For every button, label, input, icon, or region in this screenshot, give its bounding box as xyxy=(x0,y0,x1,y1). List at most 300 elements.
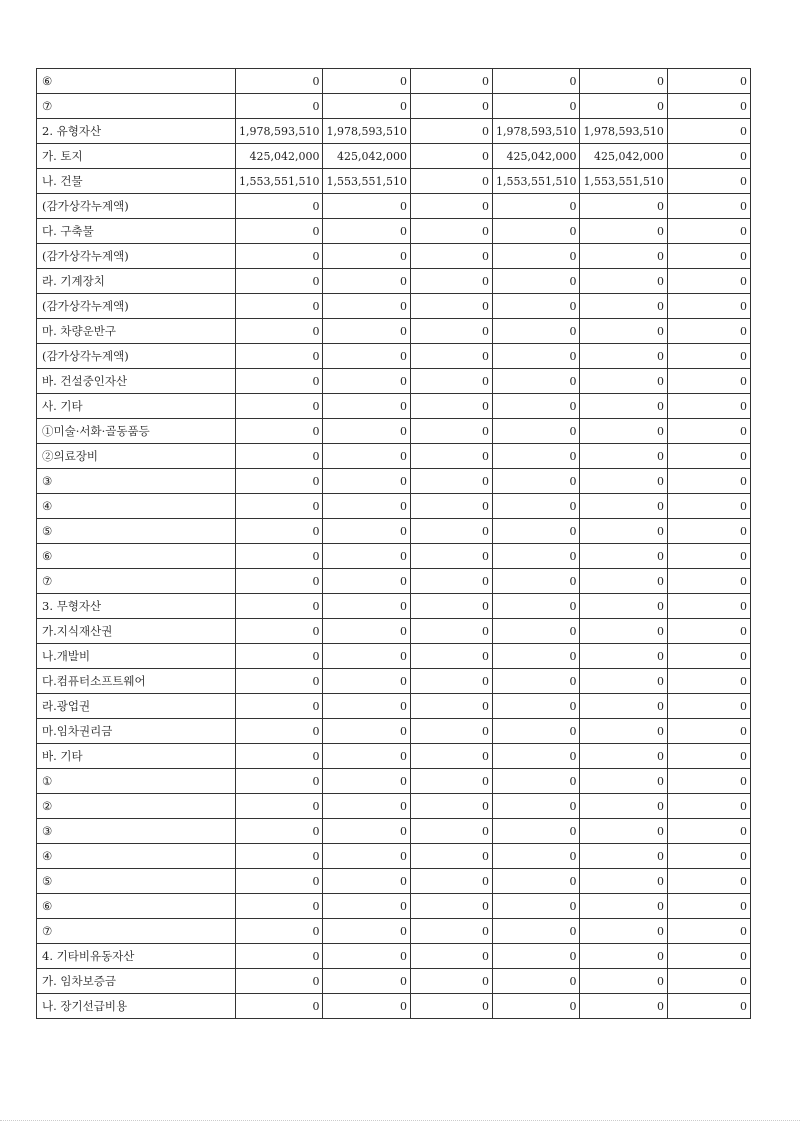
table-row xyxy=(37,494,751,519)
amount-cell: 0 xyxy=(323,494,410,519)
amount-cell: 0 xyxy=(492,844,579,869)
amount-cell: 0 xyxy=(580,494,667,519)
table-row xyxy=(37,319,751,344)
amount-cell: 0 xyxy=(492,369,579,394)
amount-cell: 0 xyxy=(236,69,323,94)
amount-cell: 0 xyxy=(667,69,750,94)
amount-cell: 0 xyxy=(410,394,492,419)
amount-cell: 0 xyxy=(410,669,492,694)
table-row xyxy=(37,919,751,944)
amount-cell: 0 xyxy=(580,794,667,819)
amount-cell: 0 xyxy=(580,194,667,219)
amount-cell: 0 xyxy=(410,794,492,819)
table-row xyxy=(37,944,751,969)
account-label: ① xyxy=(37,769,236,794)
amount-cell: 0 xyxy=(667,344,750,369)
table-row xyxy=(37,669,751,694)
asset-table-body xyxy=(37,69,751,1019)
amount-cell: 0 xyxy=(236,894,323,919)
amount-cell: 0 xyxy=(667,569,750,594)
amount-cell: 0 xyxy=(236,494,323,519)
table-row xyxy=(37,894,751,919)
account-label: ⑥ xyxy=(37,544,236,569)
amount-cell: 1,978,593,510 xyxy=(236,119,323,144)
table-row xyxy=(37,169,751,194)
amount-cell: 0 xyxy=(323,644,410,669)
amount-cell: 0 xyxy=(236,844,323,869)
page-bottom-rule xyxy=(0,1120,800,1121)
amount-cell: 0 xyxy=(580,969,667,994)
amount-cell: 0 xyxy=(236,269,323,294)
amount-cell: 0 xyxy=(667,619,750,644)
account-label: 가. 토지 xyxy=(37,144,236,169)
amount-cell: 0 xyxy=(492,769,579,794)
table-row xyxy=(37,569,751,594)
amount-cell: 0 xyxy=(236,869,323,894)
amount-cell: 0 xyxy=(667,544,750,569)
amount-cell: 0 xyxy=(323,769,410,794)
amount-cell: 0 xyxy=(323,669,410,694)
table-row xyxy=(37,344,751,369)
amount-cell: 0 xyxy=(580,469,667,494)
amount-cell: 0 xyxy=(236,194,323,219)
amount-cell: 0 xyxy=(236,619,323,644)
amount-cell: 0 xyxy=(492,419,579,444)
amount-cell: 0 xyxy=(410,69,492,94)
amount-cell: 0 xyxy=(323,619,410,644)
amount-cell: 0 xyxy=(667,294,750,319)
amount-cell: 0 xyxy=(323,94,410,119)
amount-cell: 0 xyxy=(580,319,667,344)
amount-cell: 0 xyxy=(580,669,667,694)
amount-cell: 0 xyxy=(236,794,323,819)
amount-cell: 0 xyxy=(492,694,579,719)
amount-cell: 0 xyxy=(236,644,323,669)
table-row xyxy=(37,369,751,394)
amount-cell: 0 xyxy=(580,244,667,269)
account-label: 4. 기타비유동자산 xyxy=(37,944,236,969)
table-row xyxy=(37,119,751,144)
amount-cell: 0 xyxy=(667,919,750,944)
amount-cell: 0 xyxy=(492,344,579,369)
amount-cell: 0 xyxy=(667,944,750,969)
amount-cell: 0 xyxy=(667,219,750,244)
amount-cell: 0 xyxy=(323,344,410,369)
amount-cell: 0 xyxy=(323,569,410,594)
amount-cell: 0 xyxy=(492,819,579,844)
account-label: 라.광업권 xyxy=(37,694,236,719)
table-row xyxy=(37,819,751,844)
table-row xyxy=(37,69,751,94)
table-row xyxy=(37,144,751,169)
amount-cell: 0 xyxy=(323,269,410,294)
amount-cell: 0 xyxy=(236,669,323,694)
amount-cell: 0 xyxy=(410,169,492,194)
amount-cell: 0 xyxy=(580,719,667,744)
amount-cell: 0 xyxy=(667,319,750,344)
table-row xyxy=(37,269,751,294)
account-label: 가. 임차보증금 xyxy=(37,969,236,994)
amount-cell: 0 xyxy=(580,694,667,719)
amount-cell: 0 xyxy=(323,319,410,344)
table-row xyxy=(37,769,751,794)
table-row xyxy=(37,294,751,319)
amount-cell: 0 xyxy=(236,394,323,419)
amount-cell: 0 xyxy=(492,244,579,269)
asset-table xyxy=(36,68,751,1019)
account-label: 다.컴퓨터소프트웨어 xyxy=(37,669,236,694)
amount-cell: 0 xyxy=(667,694,750,719)
amount-cell: 0 xyxy=(667,419,750,444)
amount-cell: 0 xyxy=(492,969,579,994)
amount-cell: 0 xyxy=(492,319,579,344)
amount-cell: 0 xyxy=(323,894,410,919)
table-row xyxy=(37,219,751,244)
amount-cell: 0 xyxy=(236,369,323,394)
account-label: 나. 건물 xyxy=(37,169,236,194)
amount-cell: 0 xyxy=(410,444,492,469)
amount-cell: 1,553,551,510 xyxy=(492,169,579,194)
amount-cell: 0 xyxy=(323,844,410,869)
amount-cell: 0 xyxy=(323,594,410,619)
table-row xyxy=(37,394,751,419)
amount-cell: 0 xyxy=(323,719,410,744)
amount-cell: 0 xyxy=(323,869,410,894)
amount-cell: 0 xyxy=(410,244,492,269)
table-row xyxy=(37,619,751,644)
amount-cell: 0 xyxy=(580,344,667,369)
amount-cell: 0 xyxy=(580,844,667,869)
amount-cell: 425,042,000 xyxy=(492,144,579,169)
amount-cell: 0 xyxy=(492,519,579,544)
amount-cell: 0 xyxy=(410,544,492,569)
amount-cell: 0 xyxy=(410,119,492,144)
amount-cell: 0 xyxy=(667,719,750,744)
table-row xyxy=(37,444,751,469)
account-label: 나. 장기선급비용 xyxy=(37,994,236,1019)
amount-cell: 0 xyxy=(580,919,667,944)
amount-cell: 0 xyxy=(236,569,323,594)
amount-cell: 0 xyxy=(667,769,750,794)
amount-cell: 0 xyxy=(667,194,750,219)
amount-cell: 0 xyxy=(667,869,750,894)
amount-cell: 0 xyxy=(667,819,750,844)
account-label: ③ xyxy=(37,469,236,494)
amount-cell: 0 xyxy=(492,719,579,744)
amount-cell: 0 xyxy=(236,294,323,319)
amount-cell: 0 xyxy=(410,294,492,319)
amount-cell: 0 xyxy=(492,669,579,694)
amount-cell: 1,978,593,510 xyxy=(323,119,410,144)
amount-cell: 0 xyxy=(323,194,410,219)
amount-cell: 0 xyxy=(580,944,667,969)
amount-cell: 0 xyxy=(410,569,492,594)
amount-cell: 0 xyxy=(492,619,579,644)
amount-cell: 0 xyxy=(410,969,492,994)
amount-cell: 0 xyxy=(323,794,410,819)
amount-cell: 0 xyxy=(236,544,323,569)
table-row xyxy=(37,244,751,269)
amount-cell: 0 xyxy=(236,469,323,494)
amount-cell: 0 xyxy=(410,494,492,519)
amount-cell: 0 xyxy=(667,394,750,419)
account-label: ④ xyxy=(37,844,236,869)
amount-cell: 0 xyxy=(492,294,579,319)
amount-cell: 0 xyxy=(410,594,492,619)
amount-cell: 0 xyxy=(580,744,667,769)
amount-cell: 0 xyxy=(667,494,750,519)
account-label: 가.지식재산권 xyxy=(37,619,236,644)
amount-cell: 0 xyxy=(580,594,667,619)
table-row xyxy=(37,794,751,819)
amount-cell: 0 xyxy=(323,994,410,1019)
amount-cell: 0 xyxy=(580,369,667,394)
table-row xyxy=(37,994,751,1019)
amount-cell: 0 xyxy=(236,594,323,619)
amount-cell: 0 xyxy=(410,469,492,494)
amount-cell: 0 xyxy=(667,794,750,819)
amount-cell: 0 xyxy=(323,294,410,319)
amount-cell: 425,042,000 xyxy=(323,144,410,169)
account-label: 다. 구축물 xyxy=(37,219,236,244)
amount-cell: 0 xyxy=(580,869,667,894)
amount-cell: 0 xyxy=(492,594,579,619)
amount-cell: 0 xyxy=(580,419,667,444)
amount-cell: 0 xyxy=(492,444,579,469)
amount-cell: 425,042,000 xyxy=(580,144,667,169)
amount-cell: 0 xyxy=(410,269,492,294)
account-label: ⑦ xyxy=(37,94,236,119)
table-row xyxy=(37,519,751,544)
account-label: (감가상각누계액) xyxy=(37,244,236,269)
amount-cell: 0 xyxy=(410,844,492,869)
amount-cell: 0 xyxy=(667,369,750,394)
account-label: ⑥ xyxy=(37,69,236,94)
amount-cell: 0 xyxy=(667,444,750,469)
amount-cell: 0 xyxy=(323,694,410,719)
amount-cell: 0 xyxy=(323,944,410,969)
account-label: ② xyxy=(37,794,236,819)
amount-cell: 0 xyxy=(236,694,323,719)
amount-cell: 1,553,551,510 xyxy=(580,169,667,194)
amount-cell: 0 xyxy=(580,219,667,244)
amount-cell: 0 xyxy=(323,69,410,94)
amount-cell: 0 xyxy=(580,269,667,294)
amount-cell: 0 xyxy=(667,144,750,169)
amount-cell: 0 xyxy=(236,344,323,369)
amount-cell: 0 xyxy=(410,619,492,644)
amount-cell: 0 xyxy=(580,69,667,94)
account-label: (감가상각누계액) xyxy=(37,344,236,369)
account-label: 바. 기타 xyxy=(37,744,236,769)
amount-cell: 0 xyxy=(667,269,750,294)
amount-cell: 0 xyxy=(667,169,750,194)
amount-cell: 0 xyxy=(236,444,323,469)
amount-cell: 0 xyxy=(410,219,492,244)
amount-cell: 0 xyxy=(492,944,579,969)
amount-cell: 0 xyxy=(580,519,667,544)
amount-cell: 0 xyxy=(410,944,492,969)
amount-cell: 0 xyxy=(236,819,323,844)
account-label: (감가상각누계액) xyxy=(37,194,236,219)
amount-cell: 0 xyxy=(580,94,667,119)
amount-cell: 1,553,551,510 xyxy=(323,169,410,194)
amount-cell: 0 xyxy=(236,219,323,244)
amount-cell: 0 xyxy=(410,869,492,894)
amount-cell: 0 xyxy=(580,619,667,644)
amount-cell: 0 xyxy=(410,694,492,719)
amount-cell: 0 xyxy=(236,419,323,444)
amount-cell: 0 xyxy=(580,644,667,669)
account-label: ⑤ xyxy=(37,519,236,544)
amount-cell: 1,978,593,510 xyxy=(492,119,579,144)
account-label: ④ xyxy=(37,494,236,519)
amount-cell: 0 xyxy=(323,219,410,244)
amount-cell: 0 xyxy=(410,644,492,669)
amount-cell: 0 xyxy=(580,544,667,569)
amount-cell: 0 xyxy=(492,194,579,219)
amount-cell: 0 xyxy=(667,669,750,694)
amount-cell: 0 xyxy=(667,119,750,144)
amount-cell: 0 xyxy=(410,919,492,944)
amount-cell: 0 xyxy=(492,894,579,919)
amount-cell: 0 xyxy=(492,394,579,419)
amount-cell: 0 xyxy=(492,494,579,519)
table-row xyxy=(37,969,751,994)
table-row xyxy=(37,694,751,719)
amount-cell: 0 xyxy=(323,744,410,769)
amount-cell: 0 xyxy=(410,369,492,394)
amount-cell: 0 xyxy=(410,819,492,844)
amount-cell: 0 xyxy=(492,569,579,594)
amount-cell: 0 xyxy=(667,994,750,1019)
account-label: 사. 기타 xyxy=(37,394,236,419)
amount-cell: 0 xyxy=(236,944,323,969)
account-label: (감가상각누계액) xyxy=(37,294,236,319)
amount-cell: 1,553,551,510 xyxy=(236,169,323,194)
amount-cell: 0 xyxy=(492,644,579,669)
amount-cell: 0 xyxy=(492,869,579,894)
amount-cell: 0 xyxy=(410,319,492,344)
amount-cell: 0 xyxy=(492,469,579,494)
amount-cell: 0 xyxy=(492,544,579,569)
table-row xyxy=(37,194,751,219)
amount-cell: 0 xyxy=(410,344,492,369)
amount-cell: 0 xyxy=(323,444,410,469)
amount-cell: 0 xyxy=(323,969,410,994)
amount-cell: 0 xyxy=(236,519,323,544)
amount-cell: 0 xyxy=(236,919,323,944)
table-row xyxy=(37,844,751,869)
amount-cell: 0 xyxy=(236,719,323,744)
amount-cell: 0 xyxy=(492,919,579,944)
account-label: 마.임차권리금 xyxy=(37,719,236,744)
amount-cell: 0 xyxy=(667,844,750,869)
amount-cell: 0 xyxy=(323,919,410,944)
amount-cell: 0 xyxy=(580,769,667,794)
amount-cell: 0 xyxy=(667,894,750,919)
amount-cell: 0 xyxy=(236,994,323,1019)
amount-cell: 0 xyxy=(323,819,410,844)
table-row xyxy=(37,94,751,119)
amount-cell: 0 xyxy=(236,319,323,344)
account-label: ⑤ xyxy=(37,869,236,894)
table-row xyxy=(37,469,751,494)
amount-cell: 0 xyxy=(323,244,410,269)
amount-cell: 1,978,593,510 xyxy=(580,119,667,144)
amount-cell: 0 xyxy=(410,144,492,169)
amount-cell: 0 xyxy=(580,819,667,844)
amount-cell: 0 xyxy=(667,644,750,669)
table-row xyxy=(37,869,751,894)
amount-cell: 0 xyxy=(410,744,492,769)
amount-cell: 0 xyxy=(236,769,323,794)
amount-cell: 0 xyxy=(323,369,410,394)
amount-cell: 0 xyxy=(667,969,750,994)
account-label: ⑦ xyxy=(37,919,236,944)
amount-cell: 0 xyxy=(667,744,750,769)
amount-cell: 0 xyxy=(236,94,323,119)
table-row xyxy=(37,419,751,444)
account-label: ⑦ xyxy=(37,569,236,594)
amount-cell: 0 xyxy=(492,219,579,244)
amount-cell: 0 xyxy=(667,519,750,544)
amount-cell: 0 xyxy=(667,94,750,119)
amount-cell: 0 xyxy=(667,594,750,619)
amount-cell: 0 xyxy=(323,419,410,444)
amount-cell: 0 xyxy=(667,469,750,494)
amount-cell: 0 xyxy=(492,269,579,294)
table-row xyxy=(37,744,751,769)
amount-cell: 0 xyxy=(410,519,492,544)
account-label: ⑥ xyxy=(37,894,236,919)
amount-cell: 0 xyxy=(492,744,579,769)
amount-cell: 0 xyxy=(323,519,410,544)
amount-cell: 0 xyxy=(236,969,323,994)
account-label: ②의료장비 xyxy=(37,444,236,469)
amount-cell: 0 xyxy=(580,294,667,319)
account-label: 라. 기계장치 xyxy=(37,269,236,294)
amount-cell: 0 xyxy=(410,94,492,119)
amount-cell: 0 xyxy=(580,394,667,419)
table-row xyxy=(37,644,751,669)
amount-cell: 0 xyxy=(236,744,323,769)
amount-cell: 0 xyxy=(580,994,667,1019)
account-label: 마. 차량운반구 xyxy=(37,319,236,344)
amount-cell: 0 xyxy=(492,994,579,1019)
table-row xyxy=(37,719,751,744)
account-label: ③ xyxy=(37,819,236,844)
account-label: 나.개발비 xyxy=(37,644,236,669)
account-label: ①미술·서화·골동품등 xyxy=(37,419,236,444)
amount-cell: 0 xyxy=(580,444,667,469)
amount-cell: 0 xyxy=(236,244,323,269)
table-row xyxy=(37,594,751,619)
amount-cell: 0 xyxy=(580,569,667,594)
amount-cell: 0 xyxy=(410,719,492,744)
table-row xyxy=(37,544,751,569)
amount-cell: 0 xyxy=(492,69,579,94)
amount-cell: 0 xyxy=(410,769,492,794)
amount-cell: 0 xyxy=(323,544,410,569)
amount-cell: 0 xyxy=(492,94,579,119)
amount-cell: 0 xyxy=(323,469,410,494)
amount-cell: 0 xyxy=(410,419,492,444)
amount-cell: 0 xyxy=(580,894,667,919)
account-label: 바. 건설중인자산 xyxy=(37,369,236,394)
amount-cell: 0 xyxy=(667,244,750,269)
amount-cell: 0 xyxy=(492,794,579,819)
